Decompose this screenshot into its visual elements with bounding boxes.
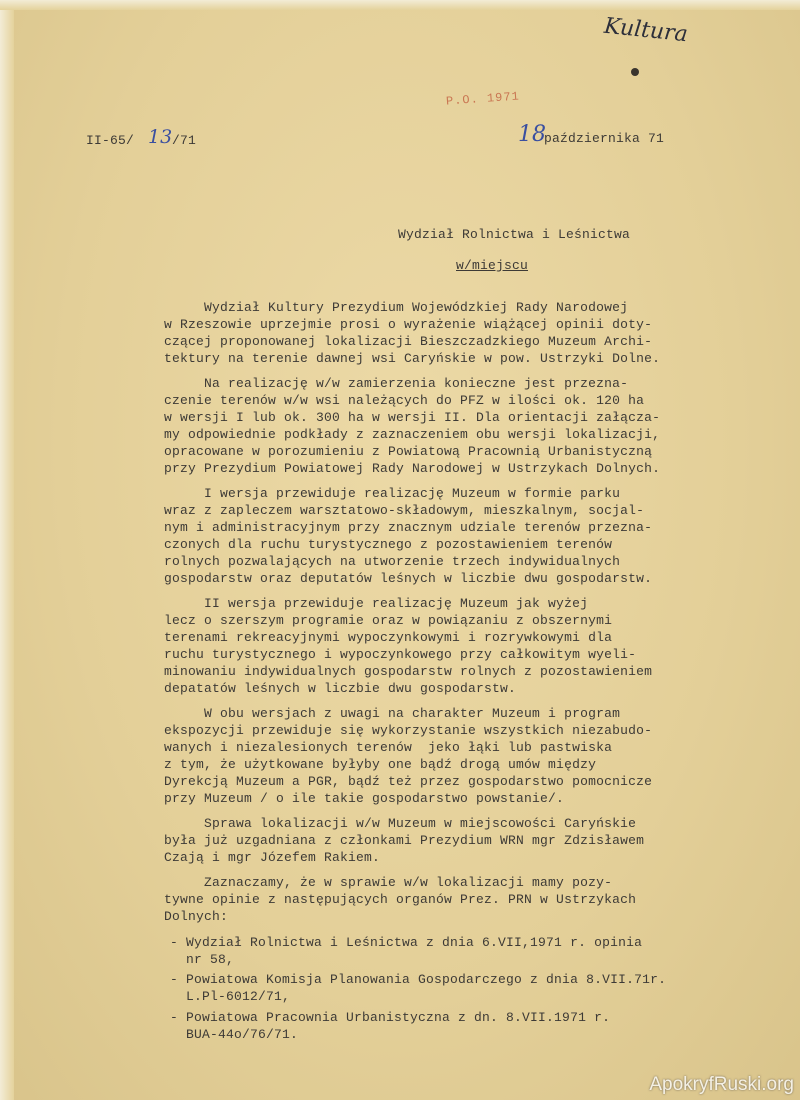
body-line: minowaniu indywidualnych gospodarstw rolnych z pozostawieniem (164, 664, 653, 679)
body-line: z tym, że użytkowane byłyby one bądź drogą umów między (164, 757, 597, 772)
ref-suffix: /71 (172, 133, 197, 148)
body-line: gospodarstw oraz deputatów leśnych w liczbie dwu gospodarstw. (164, 571, 653, 586)
body-line: nym i administracyjnym przy znacznym udziale terenów przezna- (164, 520, 653, 535)
body-line: ekspozycji przewiduje się wykorzystanie wszystkich niezabudo- (164, 723, 653, 738)
paper-edge-left (0, 0, 14, 1100)
body-line: opracowane w porozumieniu z Powiatową Pracownią Urbanistyczną (164, 444, 653, 459)
body-line: wraz z zapleczem warsztatowo-składowym, mieszkalnym, socjal- (164, 503, 645, 518)
ink-dot (631, 68, 639, 76)
body-line: w wersji I lub ok. 300 ha w wersji II. Dla orientacji załącza- (164, 410, 661, 425)
body-line: przy Muzeum / o ile takie gospodarstwo powstanie/. (164, 791, 565, 806)
body-line: BUA-44o/76/71. (170, 1027, 299, 1042)
body-line: w Rzeszowie uprzejmie prosi o wyrażenie wiążącej opinii doty- (164, 317, 653, 332)
handwritten-day: 18 (518, 122, 546, 147)
body-line: - Wydział Rolnictwa i Leśnictwa z dnia 6.VII,1971 r. opinia (170, 935, 643, 950)
body-line: czonych dla ruchu turystycznego z pozostawieniem terenów (164, 537, 613, 552)
body-line: czenie terenów w/w wsi należących do PFZ w ilości ok. 120 ha (164, 393, 645, 408)
body-line: Dyrekcją Muzeum a PGR, bądź też przez gospodarstwo pomocnicze (164, 774, 653, 789)
recipient-name: Wydział Rolnictwa i Leśnictwa (398, 227, 631, 242)
body-line: Wydział Kultury Prezydium Wojewódzkiej Rady Narodowej (164, 300, 629, 315)
body-line: tektury na terenie dawnej wsi Caryńskie w pow. Ustrzyki Dolne. (164, 351, 661, 366)
body-line: rolnych pozwalających na utworzenie trzech indywidualnych (164, 554, 621, 569)
ref-prefix: II-65/ (86, 133, 135, 148)
body-line: czącej proponowanej lokalizacji Bieszczadzkiego Muzeum Archi- (164, 334, 653, 349)
body-line: terenami rekreacyjnymi wypoczynkowymi i rozrywkowymi dla (164, 630, 613, 645)
body-line: W obu wersjach z uwagi na charakter Muzeum i program (164, 706, 621, 721)
body-line: nr 58, (170, 952, 235, 967)
body-line: my odpowiednie podkłady z zaznaczeniem obu wersji lokalizacji, (164, 427, 661, 442)
recipient-location: w/miejscu (456, 258, 529, 273)
body-line: Na realizację w/w zamierzenia konieczne jest przezna- (164, 376, 629, 391)
body-line: I wersja przewiduje realizację Muzeum w formie parku (164, 486, 621, 501)
body-line: - Powiatowa Komisja Planowania Gospodarczego z dnia 8.VII.71r. (170, 972, 667, 987)
body-line: depatatów leśnych w liczbie dwu gospodarstw. (164, 681, 517, 696)
paper-edge-top (0, 0, 800, 10)
body-line: II wersja przewiduje realizację Muzeum jak wyżej (164, 596, 589, 611)
body-line: była już uzgadniana z członkami Prezydium WRN mgr Zdzisławem (164, 833, 645, 848)
body-line: wanych i niezalesionych terenów jeko łąki lub pastwiska (164, 740, 613, 755)
body-line: lecz o szerszym programie oraz w powiązaniu z obszernymi (164, 613, 613, 628)
body-line: Czają i mgr Józefem Rakiem. (164, 850, 381, 865)
body-line: Zaznaczamy, że w sprawie w/w lokalizacji mamy pozy- (164, 875, 613, 890)
body-line: tywne opinie z następujących organów Prez. PRN w Ustrzykach (164, 892, 637, 907)
body-line: Sprawa lokalizacji w/w Muzeum w miejscowości Caryńskie (164, 816, 637, 831)
body-line: - Powiatowa Pracownia Urbanistyczna z dn. 8.VII.1971 r. (170, 1010, 611, 1025)
watermark: ApokryfRuski.org (649, 1074, 794, 1095)
stamp-mark: P.O. 1971 (445, 89, 521, 109)
letter-date: października 71 (544, 131, 665, 146)
body-line: przy Prezydium Powiatowej Rady Narodowej w Ustrzykach Dolnych. (164, 461, 661, 476)
body-line: ruchu turystycznego i wypoczynkowego przy całkowitym wyeli- (164, 647, 637, 662)
handwritten-ref-number: 13 (148, 126, 173, 148)
handwritten-corner-note: Kultura (602, 13, 689, 48)
body-line: Dolnych: (164, 909, 229, 924)
body-line: L.Pl-6012/71, (170, 989, 291, 1004)
